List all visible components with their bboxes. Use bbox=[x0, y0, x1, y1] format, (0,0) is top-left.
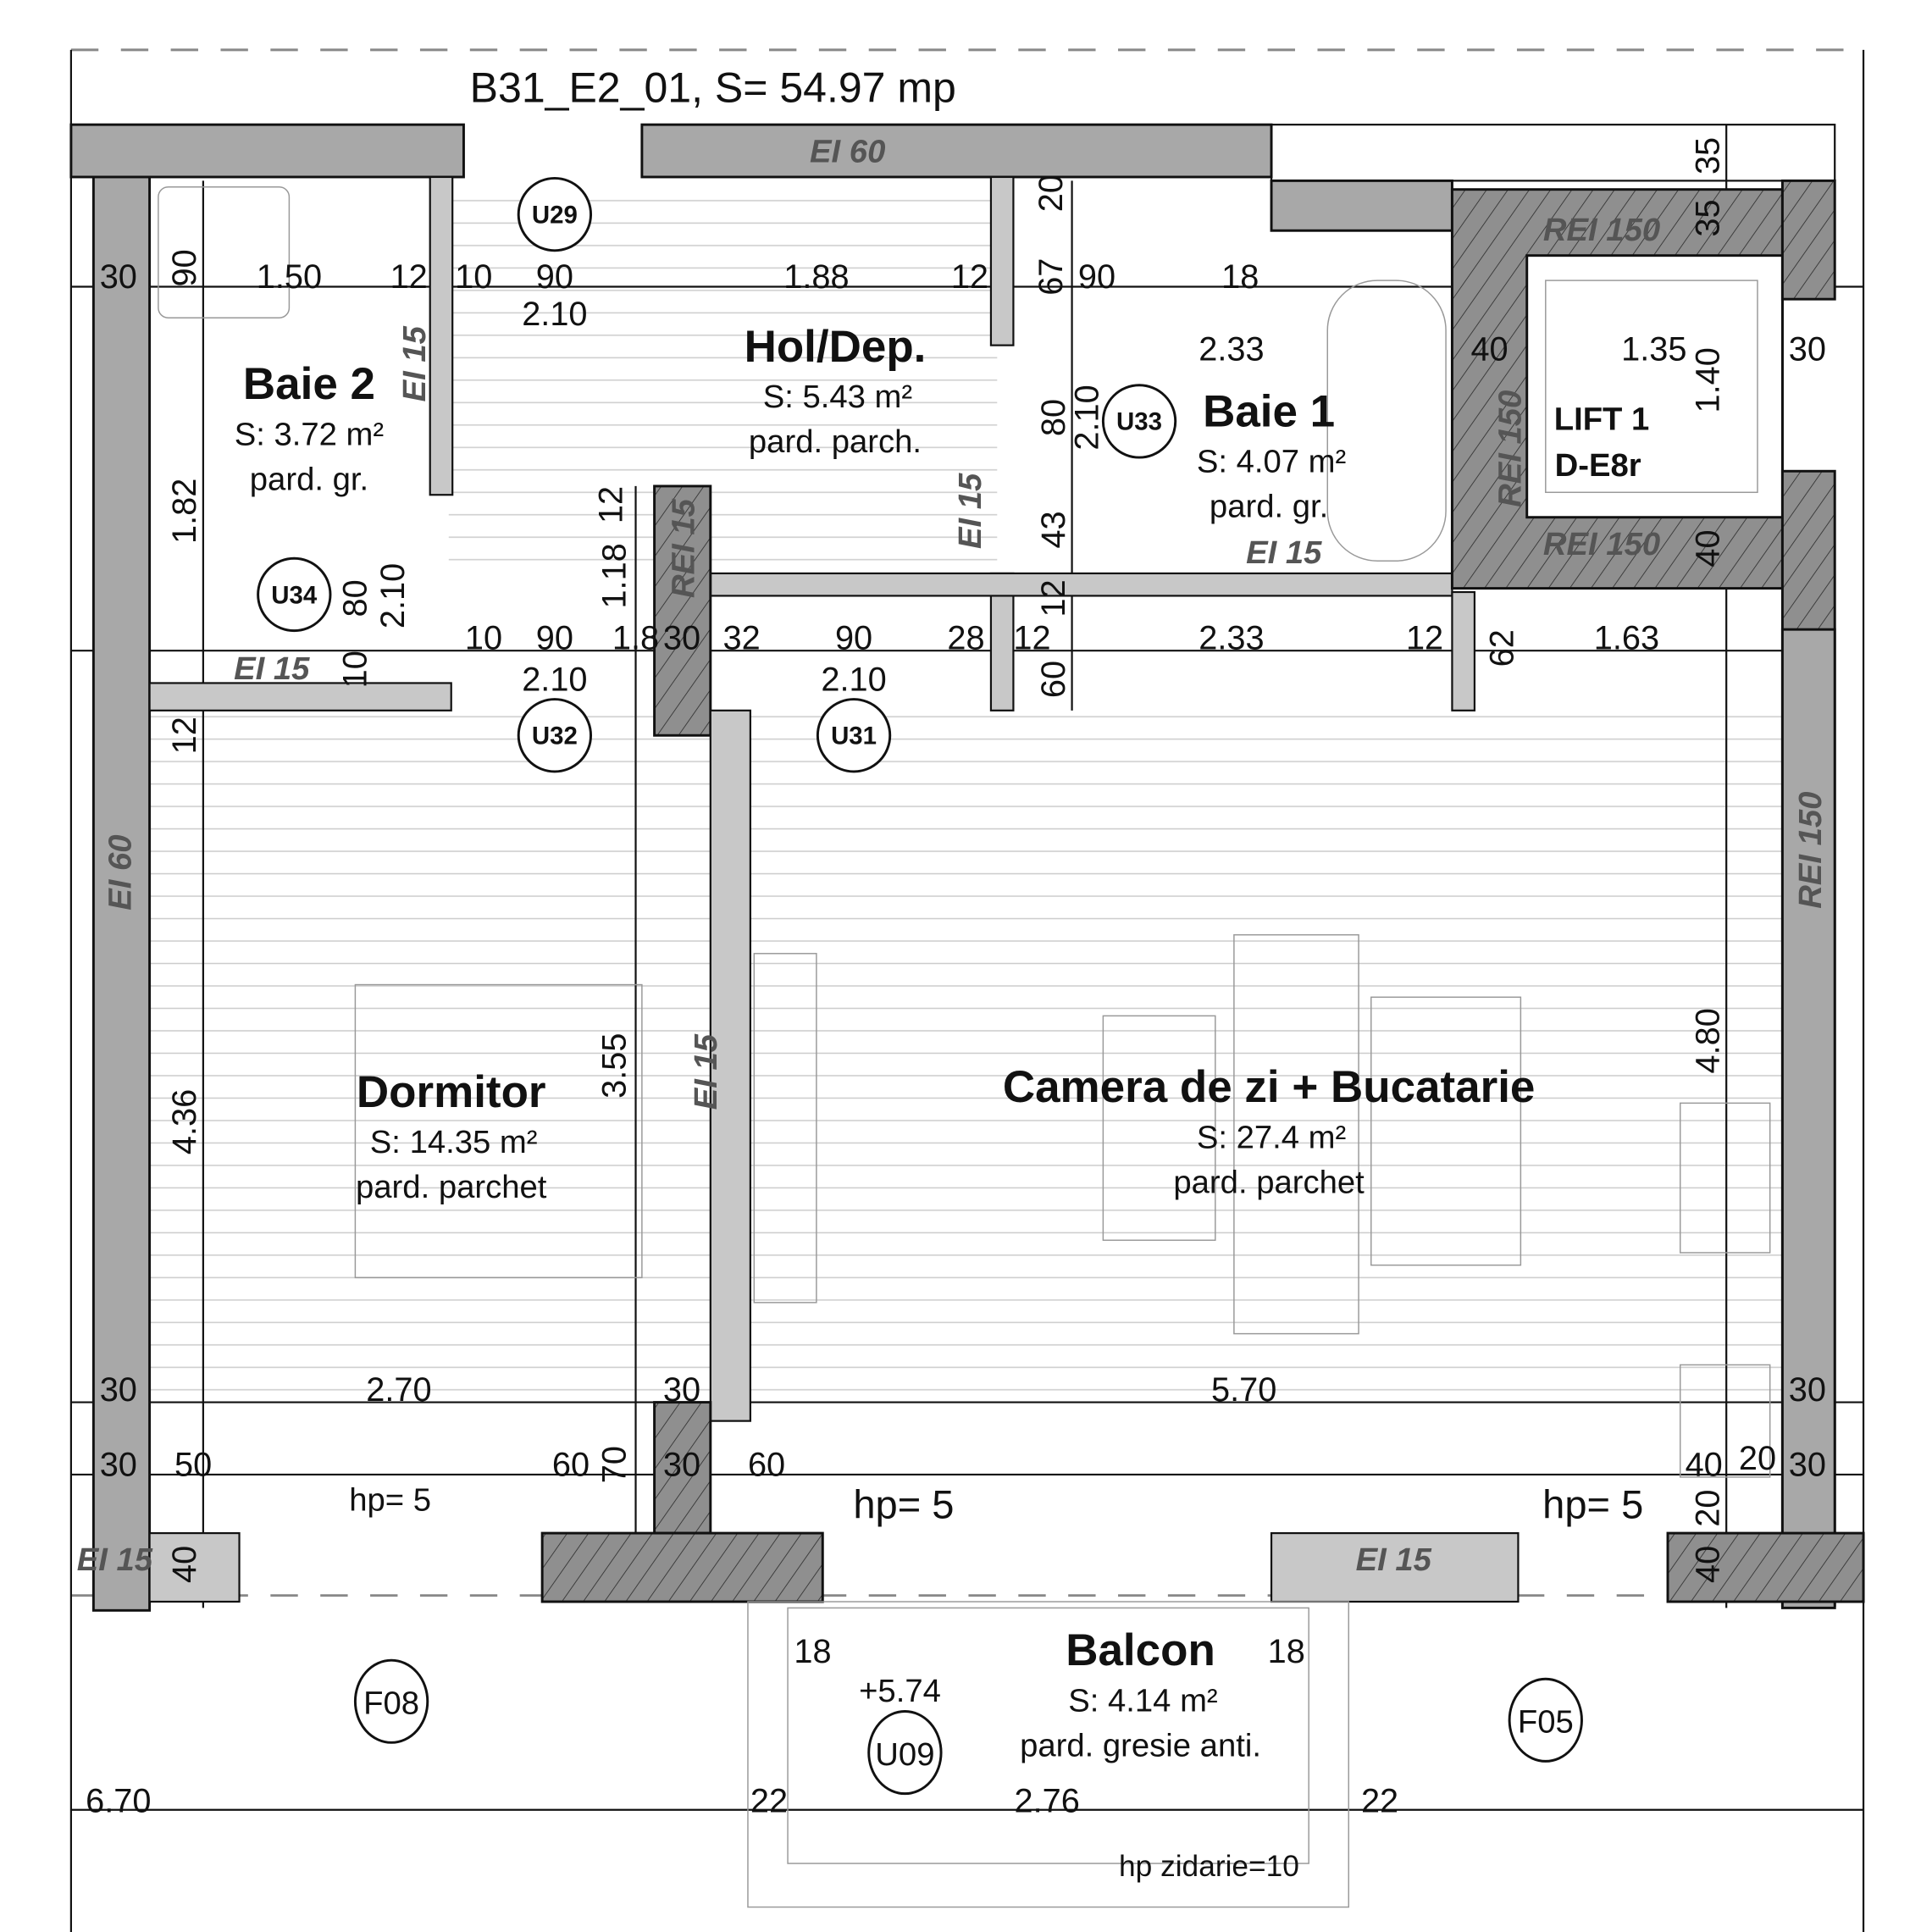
fire-rating: REI 150 bbox=[1542, 212, 1661, 249]
note-hp: hp= 5 bbox=[1542, 1481, 1644, 1527]
fire-rating: EI 15 bbox=[1246, 534, 1322, 572]
dimension-label: 30 bbox=[1788, 1371, 1826, 1409]
dimension-label: 2.76 bbox=[1014, 1782, 1080, 1820]
dimension-label: 2.10 bbox=[522, 296, 588, 334]
note-hp: hp= 5 bbox=[853, 1481, 955, 1527]
dimension-label: 30 bbox=[1788, 330, 1826, 368]
fire-rating: EI 15 bbox=[234, 650, 310, 688]
fire-rating: REI 15 bbox=[665, 499, 702, 598]
dimension-label: 90 bbox=[166, 249, 204, 287]
dimension-label: 80 bbox=[1034, 398, 1072, 437]
dimension-label: 2.70 bbox=[366, 1371, 432, 1409]
lift-code: D-E8r bbox=[1554, 447, 1641, 484]
dimension-label: 35 bbox=[1689, 136, 1727, 175]
dimension-label: 1.18 bbox=[595, 543, 634, 609]
dimension-label: 5.70 bbox=[1211, 1371, 1277, 1409]
dimension-label: 12 bbox=[1013, 619, 1051, 657]
window-tag: F05 bbox=[1517, 1703, 1574, 1741]
dimension-label: 12 bbox=[1034, 579, 1072, 617]
dimension-label: 32 bbox=[722, 619, 761, 657]
room-area-hol: S: 5.43 m² bbox=[762, 379, 913, 416]
room-floor-balcon: pard. gresie anti. bbox=[1020, 1727, 1261, 1764]
door-tag: U31 bbox=[831, 722, 877, 750]
room-area-baie1: S: 4.07 m² bbox=[1196, 443, 1347, 480]
dimension-label: 1.63 bbox=[1593, 619, 1660, 657]
apartment-title: B31_E2_01, S= 54.97 mp bbox=[469, 64, 956, 112]
dimension-label: 20 bbox=[1032, 174, 1070, 213]
dimension-label: 50 bbox=[174, 1446, 213, 1484]
room-area-baie2: S: 3.72 m² bbox=[234, 416, 385, 453]
dimension-label: 1.8 bbox=[612, 619, 660, 657]
room-area-camera: S: 27.4 m² bbox=[1196, 1119, 1347, 1156]
dimension-label: 2.10 bbox=[522, 661, 588, 699]
room-name-hol: Hol/Dep. bbox=[744, 321, 927, 372]
dimension-label: 10 bbox=[336, 650, 374, 689]
dimension-label: 28 bbox=[947, 619, 985, 657]
dimension-label: 90 bbox=[535, 257, 573, 296]
dimension-label: 30 bbox=[662, 619, 701, 657]
fire-rating: EI 60 bbox=[102, 834, 139, 911]
dimension-label: 40 bbox=[1470, 330, 1509, 368]
lift-name: LIFT 1 bbox=[1553, 401, 1650, 438]
room-floor-baie2: pard. gr. bbox=[249, 461, 369, 498]
room-area-dormitor: S: 14.35 m² bbox=[369, 1124, 538, 1161]
room-name-baie1: Baie 1 bbox=[1203, 386, 1336, 437]
dimension-label: 3.55 bbox=[595, 1032, 634, 1099]
dimension-label: 12 bbox=[950, 257, 989, 296]
fire-rating: EI 15 bbox=[952, 473, 989, 550]
dimension-label: 60 bbox=[1034, 660, 1072, 699]
dimension-label: 30 bbox=[99, 257, 137, 296]
dimension-label: 90 bbox=[535, 619, 573, 657]
door-tag: U32 bbox=[531, 722, 578, 750]
dimension-label: 30 bbox=[1788, 1446, 1826, 1484]
fire-rating: REI 150 bbox=[1542, 525, 1661, 562]
room-name-baie2: Baie 2 bbox=[242, 358, 375, 409]
dimension-label: 1.88 bbox=[783, 257, 850, 296]
dimension-label: 2.10 bbox=[374, 562, 412, 629]
dimension-label: 12 bbox=[166, 717, 204, 755]
fire-rating: EI 15 bbox=[688, 1033, 725, 1110]
dimension-label: 1.40 bbox=[1689, 347, 1727, 413]
dimension-label: 2.33 bbox=[1199, 330, 1265, 368]
dimension-label: 30 bbox=[99, 1446, 137, 1484]
dimension-label: 10 bbox=[455, 257, 493, 296]
dimension-label: 40 bbox=[166, 1545, 204, 1583]
room-name-dormitor: Dormitor bbox=[356, 1066, 546, 1117]
level-mark: +5.74 bbox=[859, 1672, 941, 1709]
dimension-label: 90 bbox=[834, 619, 873, 657]
dimension-label: 30 bbox=[662, 1371, 701, 1409]
dimension-label: 43 bbox=[1034, 511, 1072, 549]
dimension-label: 60 bbox=[551, 1446, 590, 1484]
dimension-label: 62 bbox=[1483, 629, 1521, 667]
fire-rating: REI 150 bbox=[1492, 390, 1529, 507]
dimension-label: 35 bbox=[1689, 199, 1727, 237]
dimension-label: 4.36 bbox=[166, 1088, 204, 1155]
dimension-label: 80 bbox=[336, 579, 374, 617]
dimension-label: 1.82 bbox=[166, 478, 204, 545]
room-name-balcon: Balcon bbox=[1066, 1625, 1215, 1676]
room-floor-camera: pard. parchet bbox=[1173, 1164, 1365, 1201]
dimension-label: 40 bbox=[1689, 1545, 1727, 1583]
door-tag: U29 bbox=[531, 201, 578, 230]
dimension-label: 18 bbox=[1221, 257, 1259, 296]
dimension-label: 2.33 bbox=[1199, 619, 1265, 657]
dimension-label: 22 bbox=[750, 1782, 789, 1820]
dimension-label: 2.10 bbox=[1068, 385, 1106, 451]
door-tag: U09 bbox=[875, 1735, 935, 1773]
dimension-label: 70 bbox=[595, 1446, 634, 1484]
room-area-balcon: S: 4.14 m² bbox=[1068, 1682, 1218, 1719]
fire-rating: EI 15 bbox=[396, 326, 433, 402]
dimension-label: 20 bbox=[1738, 1440, 1777, 1478]
dimension-label: 18 bbox=[794, 1633, 832, 1671]
fire-rating: EI 60 bbox=[810, 133, 886, 170]
room-name-camera: Camera de zi + Bucatarie bbox=[1002, 1061, 1536, 1112]
dimension-label: 40 bbox=[1685, 1446, 1723, 1484]
dimension-label: 20 bbox=[1689, 1489, 1727, 1527]
dimension-label: 22 bbox=[1360, 1782, 1399, 1820]
dimension-label: 10 bbox=[464, 619, 503, 657]
note-hp: hp= 5 bbox=[349, 1481, 432, 1519]
room-floor-dormitor: pard. parchet bbox=[356, 1169, 547, 1206]
dimension-label: 30 bbox=[99, 1371, 137, 1409]
dimension-label: 4.80 bbox=[1689, 1008, 1727, 1074]
dimension-label: 1.50 bbox=[256, 257, 323, 296]
dimension-label: 60 bbox=[747, 1446, 786, 1484]
door-tag: U34 bbox=[271, 581, 318, 610]
fire-rating: EI 15 bbox=[76, 1542, 153, 1579]
fire-rating: REI 150 bbox=[1792, 791, 1830, 909]
dimension-label: 6.70 bbox=[86, 1782, 152, 1820]
dimension-label: 90 bbox=[1077, 257, 1116, 296]
window-tag: F08 bbox=[363, 1685, 420, 1722]
dimension-label: 2.10 bbox=[821, 661, 887, 699]
note-hp-zidarie: hp zidarie=10 bbox=[1119, 1849, 1299, 1883]
fire-rating: EI 15 bbox=[1355, 1542, 1431, 1579]
dimension-label: 40 bbox=[1689, 529, 1727, 567]
dimension-label: 18 bbox=[1267, 1633, 1305, 1671]
dimension-label: 67 bbox=[1032, 257, 1070, 296]
room-floor-hol: pard. parch. bbox=[748, 423, 922, 461]
door-tag: U33 bbox=[1116, 407, 1163, 436]
dimension-label: 30 bbox=[662, 1446, 701, 1484]
dimension-label: 12 bbox=[1405, 619, 1444, 657]
dimension-label: 12 bbox=[592, 485, 630, 524]
dimension-label: 1.35 bbox=[1621, 330, 1687, 368]
dimension-label: 12 bbox=[390, 257, 428, 296]
room-floor-baie1: pard. gr. bbox=[1209, 488, 1329, 525]
